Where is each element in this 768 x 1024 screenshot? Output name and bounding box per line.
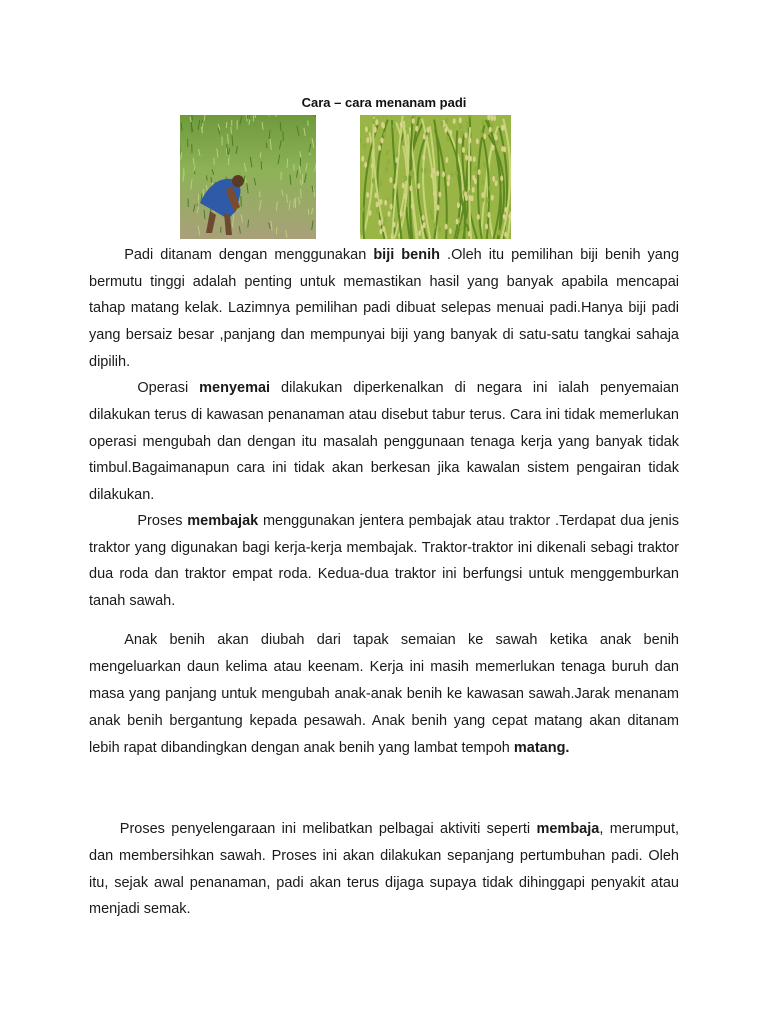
paragraph-text xyxy=(89,508,679,615)
paragraph-2 xyxy=(89,375,679,509)
text-segment: menggunakan jentera pembajak atau traktor .Terdapat dua jenis traktor yang digunakan bagi kerja-kerja membajak. Traktor-traktor ini dikenali sebagi traktor dua roda dan traktor empat roda. Kedua-dua traktor ini berfungsi untuk menggemburkan tanah sawah. xyxy=(89,513,679,610)
bold-term: biji benih xyxy=(373,247,440,263)
document-title: Cara – cara menanam padi xyxy=(301,95,467,110)
paragraph-3 xyxy=(89,508,679,615)
bold-term: membaja xyxy=(536,821,600,837)
bold-term: menyemai xyxy=(199,380,271,396)
text-segment: Padi ditanam dengan menggunakan xyxy=(124,247,374,263)
text-segment: Proses penyelengaraan ini melibatkan pelbagai aktiviti seperti xyxy=(119,821,537,837)
bold-term: membajak xyxy=(187,513,259,529)
text-segment: , merumput, dan membersihkan sawah. Proses ini akan dilakukan sepanjang pertumbuhan padi. Oleh itu, sejak awal penanaman, padi akan terus dijaga supaya tidak dihinggapi penyakit atau menjadi semak. xyxy=(89,821,679,918)
text-segment: Proses xyxy=(137,513,188,529)
rice-grain-stalks-photo xyxy=(360,115,511,239)
bold-term: matang. xyxy=(513,739,570,756)
paragraph-4 xyxy=(89,627,679,762)
paragraph-text xyxy=(89,375,679,509)
paragraph-text xyxy=(89,242,679,376)
text-segment: dilakukan diperkenalkan di negara ini ialah penyemaian dilakukan terus di kawasan penanaman atau disebut tabur terus. Cara ini tidak memerlukan operasi mengubah dan dengan itu masalah penggunaan tenaga kerja yang banyak tidak timbul.Bagaimanapun cara ini tidak akan berkesan jika kawalan sistem pengairan tidak dilakukan. xyxy=(89,380,679,504)
paragraph-1 xyxy=(89,242,679,376)
paragraph-text xyxy=(89,627,679,762)
paragraph-5 xyxy=(89,816,679,923)
text-segment: Anak benih akan diubah dari tapak semaian ke sawah ketika anak benih mengeluarkan daun kelima atau keenam. Kerja ini masih memerlukan tenaga buruh dan masa yang panjang untuk mengubah anak-anak benih ke kawasan sawah.Jarak menanam anak benih bergantung kepada pesawah. Anak benih yang cepat matang akan ditanam lebih rapat dibandingkan dengan anak benih yang lambat tempoh xyxy=(89,632,679,756)
paragraph-text xyxy=(89,816,679,923)
text-segment: .Oleh itu pemilihan biji benih yang bermutu tinggi adalah penting untuk memastikan hasil yang banyak apabila mencapai tahap matang kelak. Lazimnya pemilihan padi dibuat selepas menuai padi.Hanya biji padi yang bersaiz besar ,panjang dan mempunyai biji yang banyak di satu-satu tangkai sahaja dipilih. xyxy=(89,247,680,370)
text-segment: Operasi xyxy=(137,380,200,396)
farmer-planting-rice-photo xyxy=(180,115,316,239)
